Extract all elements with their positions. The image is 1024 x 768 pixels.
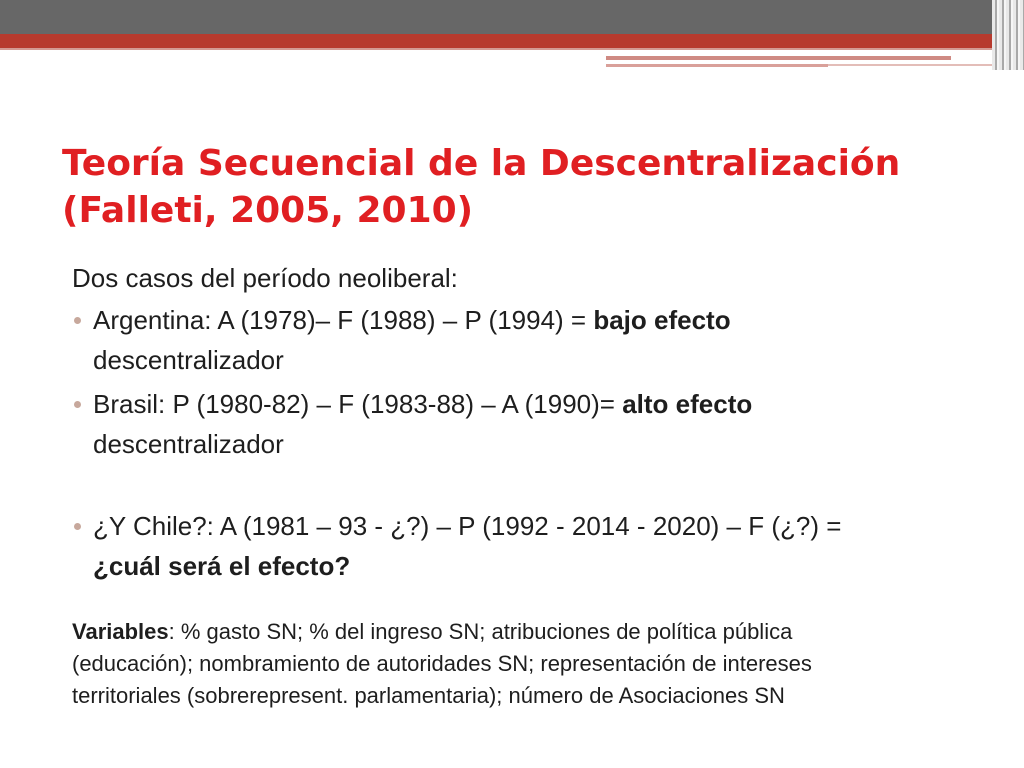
- bullet-item-argentina: [72, 300, 972, 380]
- bullet-continuation: descentralizador: [93, 429, 284, 459]
- title-line-2: (Falleti, 2005, 2010): [62, 190, 474, 231]
- bullet-icon: [74, 523, 81, 530]
- bullet-item-brasil: [72, 384, 972, 464]
- header-accent-line: [606, 64, 828, 67]
- variables-line-2: (educación); nombramiento de autoridades SN; representación de intereses: [72, 651, 812, 676]
- variables-line-3: territoriales (sobrerepresent. parlamentaria); número de Asociaciones SN: [72, 683, 785, 708]
- header-red-band-edge: [0, 48, 1024, 50]
- header-stripes: [992, 0, 1024, 70]
- variables-line-1: : % gasto SN; % del ingreso SN; atribuciones de política pública: [168, 619, 793, 644]
- bullet-list: [72, 300, 972, 586]
- header-red-band: [0, 34, 1024, 48]
- bullet-bold-text: bajo efecto: [593, 305, 731, 335]
- title-line-1: Teoría Secuencial de la Descentralización: [62, 143, 901, 184]
- bullet-text: ¿Y Chile?: A (1981 – 93 - ¿?) – P (1992 - 2014 - 2020) – F (¿?) =: [93, 511, 842, 541]
- bullet-text: Brasil: P (1980-82) – F (1983-88) – A (1990)=: [93, 389, 623, 419]
- bullet-bold-text: alto efecto: [622, 389, 753, 419]
- bullet-icon: [74, 401, 81, 408]
- header-accent-line: [828, 64, 996, 66]
- bullet-icon: [74, 317, 81, 324]
- header-gray-band: [0, 0, 1024, 34]
- slide-title: [62, 140, 962, 234]
- bullet-bold-text: ¿cuál será el efecto?: [93, 551, 351, 581]
- bullet-item-chile: [72, 506, 972, 586]
- variables-label: Variables: [72, 619, 169, 644]
- intro-text: Dos casos del período neoliberal:: [72, 263, 458, 293]
- header-accent-line: [606, 56, 951, 60]
- slide-body: [72, 258, 972, 712]
- bullet-continuation: descentralizador: [93, 345, 284, 375]
- variables-text: [72, 616, 972, 712]
- bullet-text: Argentina: A (1978)– F (1988) – P (1994) =: [93, 305, 594, 335]
